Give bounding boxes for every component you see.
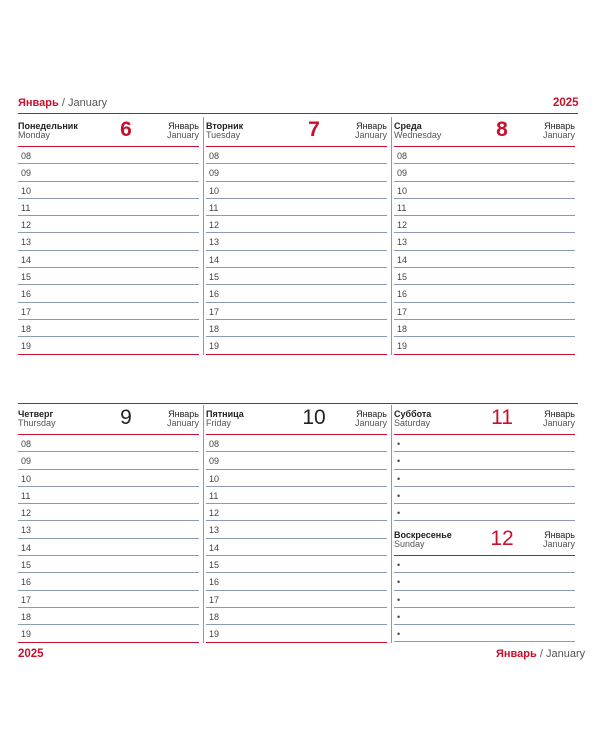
- top-year: 2025: [553, 97, 579, 109]
- hour-label: 17: [21, 306, 32, 317]
- hour-label: 17: [209, 306, 220, 317]
- note-row[interactable]: [394, 452, 575, 469]
- day-name-ru: Понедельник: [18, 121, 78, 131]
- day-name-en: Wednesday: [394, 130, 442, 140]
- day-number: 10: [302, 406, 326, 429]
- note-row[interactable]: [394, 591, 575, 608]
- hour-label: 10: [209, 473, 220, 484]
- hour-label: 13: [209, 525, 220, 536]
- day-friday: [206, 405, 387, 643]
- bottom-month-separator: /: [539, 648, 543, 660]
- note-row[interactable]: [394, 556, 575, 573]
- hour-label: 14: [397, 254, 408, 265]
- hour-row[interactable]: [206, 320, 387, 337]
- hour-label: 16: [209, 289, 220, 300]
- day-number: 9: [120, 406, 132, 429]
- hour-row[interactable]: [206, 337, 387, 354]
- day-name-ru: Четверг: [18, 409, 54, 419]
- hour-row[interactable]: [394, 164, 575, 181]
- hour-label: 11: [21, 490, 31, 501]
- hour-row[interactable]: [206, 147, 387, 164]
- day-name-ru: Воскресенье: [394, 530, 452, 540]
- hour-label: 13: [397, 237, 408, 248]
- day-month-ru: Январь: [168, 121, 199, 131]
- day-name-ru: Суббота: [394, 409, 432, 419]
- hour-row[interactable]: [18, 521, 199, 538]
- hour-row[interactable]: [394, 285, 575, 302]
- hour-row[interactable]: [18, 470, 199, 487]
- hour-row[interactable]: [394, 303, 575, 320]
- day-name-en: Monday: [18, 130, 51, 140]
- hour-row[interactable]: [394, 199, 575, 216]
- day-header: [394, 526, 575, 556]
- bullet: •: [397, 490, 401, 501]
- hour-label: 15: [397, 272, 408, 283]
- hour-label: 15: [209, 272, 220, 283]
- hour-row[interactable]: [18, 487, 199, 504]
- hour-row[interactable]: [206, 233, 387, 250]
- hour-row[interactable]: [18, 435, 199, 452]
- hour-label: 13: [21, 525, 32, 536]
- hour-row[interactable]: [18, 320, 199, 337]
- bottom-year: 2025: [18, 648, 44, 660]
- hour-label: 09: [209, 456, 220, 467]
- bullet: •: [397, 629, 401, 640]
- hour-row[interactable]: [206, 556, 387, 573]
- top-month-en: January: [67, 97, 108, 109]
- day-number: 8: [496, 118, 508, 141]
- bullet: •: [397, 611, 401, 622]
- day-header: [18, 405, 199, 435]
- hour-row[interactable]: [18, 591, 199, 608]
- hour-label: 14: [21, 254, 32, 265]
- hour-label: 16: [397, 289, 408, 300]
- hour-label: 08: [21, 151, 32, 161]
- top-month-ru: Январь: [18, 97, 59, 109]
- column-divider: [203, 117, 204, 355]
- bullet: •: [397, 473, 401, 484]
- day-name-en: Sunday: [394, 539, 425, 549]
- day-month-ru: Январь: [356, 121, 387, 131]
- day-saturday: [394, 405, 575, 521]
- column-divider: [391, 117, 392, 355]
- day-name-ru: Вторник: [206, 121, 244, 131]
- day-month-en: January: [542, 130, 575, 140]
- bullet: •: [397, 594, 401, 605]
- day-month-en: January: [354, 130, 387, 140]
- day-header: [394, 405, 575, 435]
- hour-row[interactable]: [206, 285, 387, 302]
- hour-label: 10: [21, 185, 32, 196]
- day-monday: [18, 117, 199, 355]
- hour-label: 08: [21, 439, 32, 449]
- day-thursday: [18, 405, 199, 643]
- day-number: 12: [490, 527, 514, 550]
- day-name-en: Friday: [206, 418, 232, 428]
- hour-row[interactable]: [18, 233, 199, 250]
- hour-row[interactable]: [18, 303, 199, 320]
- day-month-ru: Январь: [356, 409, 387, 419]
- hour-slots: [18, 147, 199, 355]
- hour-row[interactable]: [206, 216, 387, 233]
- day-name-en: Saturday: [394, 418, 431, 428]
- hour-row[interactable]: [18, 182, 199, 199]
- hour-label: 11: [209, 202, 219, 213]
- hour-row[interactable]: [18, 285, 199, 302]
- bullet: •: [397, 560, 401, 570]
- hour-row[interactable]: [206, 539, 387, 556]
- hour-slots: [206, 147, 387, 355]
- hour-label: 08: [397, 151, 408, 161]
- hour-row[interactable]: [206, 268, 387, 285]
- hour-label: 11: [209, 490, 219, 501]
- hour-row[interactable]: [394, 182, 575, 199]
- day-month-en: January: [354, 418, 387, 428]
- hour-row[interactable]: [18, 147, 199, 164]
- day-number: 7: [308, 118, 320, 141]
- hour-slots: [18, 435, 199, 643]
- hour-label: 12: [21, 220, 32, 231]
- hour-label: 17: [397, 306, 408, 317]
- hour-row[interactable]: [206, 251, 387, 268]
- hour-row[interactable]: [18, 452, 199, 469]
- hour-label: 15: [21, 560, 32, 571]
- hour-row[interactable]: [206, 487, 387, 504]
- hour-row[interactable]: [18, 625, 199, 642]
- day-tuesday: [206, 117, 387, 355]
- hour-label: 12: [209, 508, 220, 519]
- hour-row[interactable]: [18, 504, 199, 521]
- day-month-en: January: [542, 418, 575, 428]
- hour-row[interactable]: [206, 521, 387, 538]
- hour-label: 14: [209, 254, 220, 265]
- hour-label: 19: [21, 341, 32, 352]
- day-month-ru: Январь: [544, 409, 575, 419]
- hour-row[interactable]: [394, 233, 575, 250]
- day-header: [206, 117, 387, 147]
- hour-label: 13: [21, 237, 32, 248]
- day-month-en: January: [542, 539, 575, 549]
- hour-row[interactable]: [206, 435, 387, 452]
- hour-row[interactable]: [206, 608, 387, 625]
- day-sunday: [394, 526, 575, 642]
- column-divider: [391, 405, 392, 643]
- hour-row[interactable]: [206, 470, 387, 487]
- hour-label: 08: [209, 151, 220, 161]
- hour-row[interactable]: [18, 608, 199, 625]
- hour-row[interactable]: [206, 303, 387, 320]
- hour-label: 12: [209, 220, 220, 231]
- day-header: [206, 405, 387, 435]
- hour-label: 10: [21, 473, 32, 484]
- day-name-ru: Пятница: [206, 409, 244, 419]
- hour-row[interactable]: [18, 216, 199, 233]
- day-month-ru: Январь: [544, 121, 575, 131]
- day-month-en: January: [166, 418, 199, 428]
- top-header-rule: [18, 113, 578, 114]
- hour-row[interactable]: [394, 268, 575, 285]
- hour-slots: [206, 435, 387, 643]
- hour-label: 10: [209, 185, 220, 196]
- hour-label: 10: [397, 185, 408, 196]
- hour-row[interactable]: [206, 452, 387, 469]
- hour-row[interactable]: [206, 199, 387, 216]
- hour-label: 18: [21, 611, 32, 622]
- hour-label: 18: [209, 323, 220, 334]
- hour-row[interactable]: [18, 539, 199, 556]
- top-month-label: [18, 97, 107, 109]
- note-row[interactable]: [394, 435, 575, 452]
- hour-label: 19: [21, 629, 32, 640]
- hour-label: 16: [21, 289, 32, 300]
- hour-row[interactable]: [18, 268, 199, 285]
- bullet-slots: [394, 435, 575, 521]
- day-name-en: Tuesday: [206, 130, 241, 140]
- hour-label: 18: [397, 323, 408, 334]
- hour-label: 18: [209, 611, 220, 622]
- note-row[interactable]: [394, 470, 575, 487]
- hour-row[interactable]: [18, 251, 199, 268]
- bullet: •: [397, 439, 401, 449]
- hour-label: 18: [21, 323, 32, 334]
- note-row[interactable]: [394, 625, 575, 642]
- day-header: [394, 117, 575, 147]
- hour-label: 14: [209, 542, 220, 553]
- hour-label: 19: [209, 629, 220, 640]
- hour-slots: [394, 147, 575, 355]
- hour-label: 17: [209, 594, 220, 605]
- day-name-ru: Среда: [394, 121, 422, 131]
- hour-row[interactable]: [206, 591, 387, 608]
- hour-row[interactable]: [18, 199, 199, 216]
- note-row[interactable]: [394, 504, 575, 521]
- hour-row[interactable]: [206, 164, 387, 181]
- day-header: [18, 117, 199, 147]
- bullet: •: [397, 508, 401, 519]
- hour-label: 09: [21, 456, 32, 467]
- hour-label: 09: [21, 168, 32, 179]
- hour-row[interactable]: [394, 251, 575, 268]
- day-name-en: Thursday: [18, 418, 56, 428]
- hour-row[interactable]: [394, 320, 575, 337]
- bottom-month-en: January: [545, 648, 586, 660]
- top-month-separator: /: [61, 97, 65, 109]
- hour-label: 19: [397, 341, 408, 352]
- hour-label: 11: [397, 202, 407, 213]
- bottom-month-label: [496, 648, 585, 660]
- hour-label: 15: [209, 560, 220, 571]
- hour-label: 15: [21, 272, 32, 283]
- hour-row[interactable]: [18, 164, 199, 181]
- hour-row[interactable]: [18, 556, 199, 573]
- hour-label: 11: [21, 202, 31, 213]
- hour-label: 12: [21, 508, 32, 519]
- hour-row[interactable]: [394, 216, 575, 233]
- hour-row[interactable]: [18, 337, 199, 354]
- day-wednesday: [394, 117, 575, 355]
- hour-label: 12: [397, 220, 408, 231]
- day-number: 11: [491, 406, 513, 429]
- bullet: •: [397, 577, 401, 588]
- bullet-slots: [394, 556, 575, 642]
- hour-row[interactable]: [206, 573, 387, 590]
- column-divider: [203, 405, 204, 643]
- hour-row[interactable]: [206, 504, 387, 521]
- hour-label: 16: [209, 577, 220, 588]
- hour-row[interactable]: [206, 625, 387, 642]
- hour-label: 14: [21, 542, 32, 553]
- hour-label: 19: [209, 341, 220, 352]
- day-number: 6: [120, 118, 132, 141]
- hour-label: 13: [209, 237, 220, 248]
- hour-row[interactable]: [394, 147, 575, 164]
- day-month-ru: Январь: [544, 530, 575, 540]
- hour-row[interactable]: [18, 573, 199, 590]
- note-row[interactable]: [394, 487, 575, 504]
- day-month-ru: Январь: [168, 409, 199, 419]
- hour-row[interactable]: [394, 337, 575, 354]
- day-month-en: January: [166, 130, 199, 140]
- hour-label: 09: [209, 168, 220, 179]
- bullet: •: [397, 456, 401, 467]
- note-row[interactable]: [394, 608, 575, 625]
- note-row[interactable]: [394, 573, 575, 590]
- hour-label: 17: [21, 594, 32, 605]
- bottom-header-rule: [18, 403, 578, 404]
- bottom-month-ru: Январь: [496, 648, 537, 660]
- hour-label: 16: [21, 577, 32, 588]
- hour-label: 09: [397, 168, 408, 179]
- hour-row[interactable]: [206, 182, 387, 199]
- hour-label: 08: [209, 439, 220, 449]
